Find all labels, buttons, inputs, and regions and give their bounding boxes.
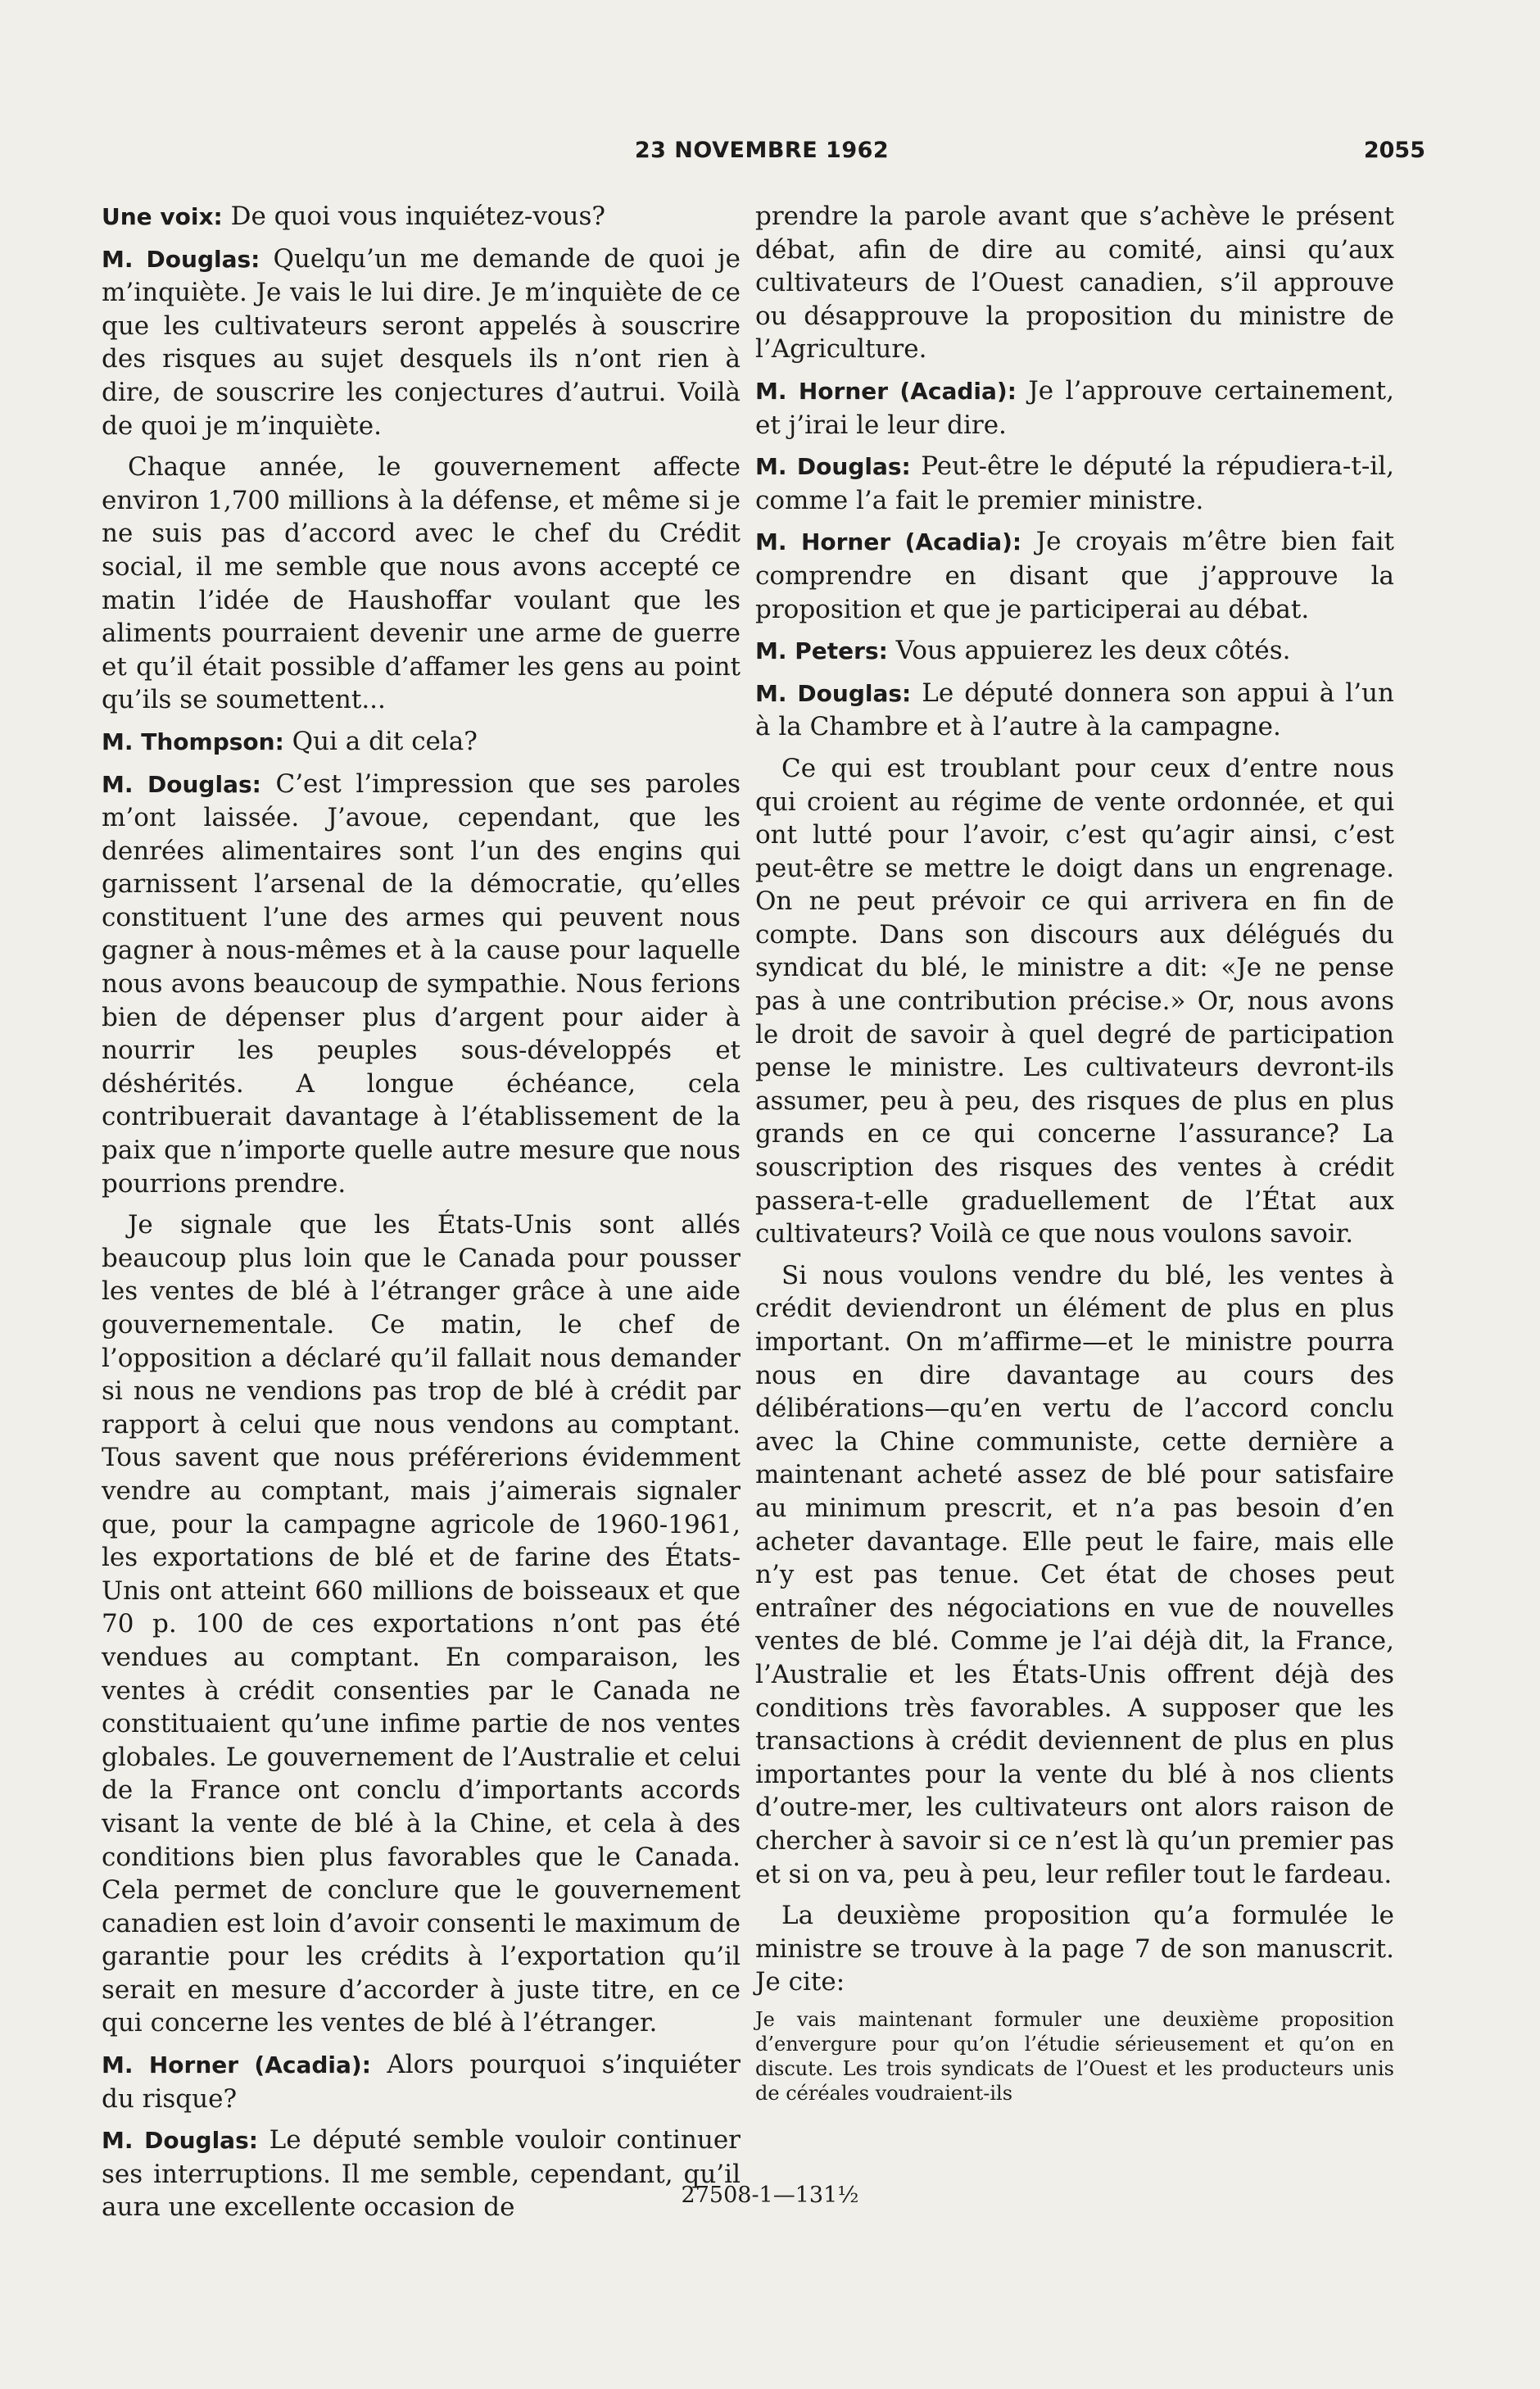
speaker-name: M. Peters:: [755, 637, 888, 665]
paragraph: [755, 634, 1394, 669]
paragraph-text: Ce qui est troublant pour ceux d’entre nous qui croient au régime de vente ordonnée, et qui ont lutté pour l’avoir, c’est qu’agir ainsi, c’est peut-être se mettre le doigt dans un engrenage. On ne peut prévoir ce qui arrivera en fin de compte. Dans son discours aux délégués du syndicat du blé, le ministre a dit: «Je ne pense pas à une contribution précise.» Or, nous avons le droit de savoir à quel degré de participation pense le ministre. Les cultivateurs devront-ils assumer, peu à peu, des risques de plus en plus grands en ce qui concerne l’assurance? La souscription des risques des ventes à crédit passera-t-elle graduellement de l’État aux cultivateurs? Voilà ce que nous voulons savoir.: [755, 753, 1394, 1249]
left-column: [102, 200, 741, 2233]
paragraph: [755, 374, 1394, 442]
paragraph-text: C’est l’impression que ses paroles m’ont laissée. J’avoue, cependant, que les denrées alimentaires sont l’un des engins qui garnissent l’arsenal de la démocratie, qu’elles constituent l’une des armes qui peuvent nous gagner à nous-mêmes et à la cause pour laquelle nous avons beaucoup de sympathie. Nous ferions bien de dépenser plus d’argent pour aider à nourrir les peuples sous-développés et déshérités. A longue échéance, cela contribuerait davantage à l’établissement de la paix que n’importe quelle autre mesure que nous pourrions prendre.: [102, 768, 741, 1199]
paragraph: [755, 677, 1394, 744]
page-header: [98, 138, 1425, 174]
paragraph-text: Le député semble vouloir continuer ses interruptions. Il me semble, cependant, qu’il aura une excellente occasion de: [102, 2125, 741, 2223]
paragraph-text: Le député donnera son appui à l’un à la Chambre et à l’autre à la campagne.: [755, 678, 1394, 742]
right-column: [755, 200, 1394, 2114]
paragraph: [755, 752, 1394, 1251]
paragraph-text: Je signale que les États-Unis sont allés beaucoup plus loin que le Canada pour pousser les ventes de blé à l’étranger grâce à une aide gouvernementale. Ce matin, le chef de l’opposition a déclaré qu’il fallait nous demander si nous ne vendions pas trop de blé à crédit par rapport à celui que nous vendons au comptant. Tous savent que nous préférerions évidemment vendre au comptant, mais j’aimerais signaler que, pour la campagne agricole de 1960-1961, les exportations de blé et de farine des États-Unis ont atteint 660 millions de boisseaux et que 70 p. 100 de ces exportations n’ont pas été vendues au comptant. En comparaison, les ventes à crédit consenties par le Canada ne constituaient qu’une infime partie de nos ventes globales. Le gouvernement de l’Australie et celui de la France ont conclu d’importants accords visant la vente de blé à la Chine, et cela à des conditions bien plus favorables que le Canada. Cela permet de conclure que le gouvernement canadien est loin d’avoir consenti le maximum de garantie pour les crédits à l’exportation qu’il serait en mesure d’accorder à juste titre, en ce qui concerne les ventes de blé à l’étranger.: [102, 1210, 741, 2038]
paragraph: [755, 525, 1394, 626]
paragraph: [102, 243, 741, 443]
paragraph-text: Si nous voulons vendre du blé, les ventes à crédit deviendront un élément de plus en plus important. On m’affirme—et le ministre pourra nous en dire davantage au cours des délibérations—qu’en vertu de l’accord conclu avec la Chine communiste, cette dernière a maintenant acheté assez de blé pour satisfaire au minimum prescrit, et n’a pas besoin d’en acheter davantage. Elle peut le faire, mais elle n’y est pas tenue. Cet état de choses peut entraîner des négociations en vue de nouvelles ventes de blé. Comme je l’ai déjà dit, la France, l’Australie et les États-Unis offrent déjà des conditions très favorables. A supposer que les transactions à crédit deviennent de plus en plus importantes pour la vente du blé à nos clients d’outre-mer, les cultivateurs ont alors raison de chercher à savoir si ce n’est là qu’un premier pas et si on va, peu à peu, leur refiler tout le fardeau.: [755, 1260, 1394, 1889]
page-number: 2055: [1363, 138, 1425, 163]
paragraph: [102, 768, 741, 1201]
header-date: 23 NOVEMBRE 1962: [634, 138, 890, 163]
paragraph: [102, 725, 741, 759]
paragraph: [755, 1259, 1394, 1891]
page-footer: 27508-1—131½: [681, 2183, 859, 2208]
paragraph: [755, 1899, 1394, 1999]
paragraph-text: De quoi vous inquiétez-vous?: [222, 202, 606, 231]
speaker-name: M. Horner (Acadia):: [102, 2051, 371, 2079]
paragraph-text: Je l’approuve certainement, et j’irai le leur dire.: [755, 375, 1394, 440]
paragraph: [102, 2124, 741, 2224]
paragraph-text: Vous appuierez les deux côtés.: [887, 636, 1291, 666]
paragraph-text: Alors pourquoi s’inquiéter du risque?: [102, 2050, 741, 2114]
paragraph: [102, 2048, 741, 2115]
paragraph-text: Je croyais m’être bien fait comprendre en disant que j’approuve la proposition et que je participerai au débat.: [755, 527, 1394, 624]
paragraph-text: Chaque année, le gouvernement affecte environ 1,700 millions à la défense, et même si je ne suis pas d’accord avec le chef du Crédit social, il me semble que nous avons accepté ce matin l’idée de Haushoffar voulant que les aliments pourraient devenir une arme de guerre et qu’il était possible d’affamer les gens au point qu’ils se soumettent...: [102, 452, 741, 715]
paragraph-text: Quelqu’un me demande de quoi je m’inquiète. Je vais le lui dire. Je m’inquiète de ce que les cultivateurs seront appelés à souscrire des risques au sujet desquels ils n’ont rien à dire, de souscrire les conjectures d’autrui. Voilà de quoi je m’inquiète.: [102, 243, 741, 441]
paragraph-text: prendre la parole avant que s’achève le présent débat, afin de dire au comité, ainsi qu’aux cultivateurs de l’Ouest canadien, s’il approuve ou désapprouve la proposition du ministre de l’Agriculture.: [755, 202, 1394, 365]
paragraph: [755, 200, 1394, 366]
speaker-name: M. Thompson:: [102, 728, 284, 755]
paragraph-text: La deuxième proposition qu’a formulée le ministre se trouve à la page 7 de son manuscrit. Je cite:: [755, 1901, 1394, 1997]
paragraph: [102, 1208, 741, 2040]
paragraph-text: Qui a dit cela?: [283, 726, 478, 756]
speaker-name: M. Douglas:: [755, 679, 912, 707]
paragraph: [102, 200, 741, 234]
paragraph: [755, 450, 1394, 517]
speaker-name: M. Horner (Acadia):: [755, 528, 1022, 556]
speaker-name: M. Douglas:: [102, 245, 260, 273]
paragraph: [102, 451, 741, 717]
speaker-name: M. Horner (Acadia):: [755, 377, 1017, 405]
speaker-name: M. Douglas:: [102, 2127, 258, 2155]
speaker-name: Une voix:: [102, 203, 223, 230]
block-quote: Je vais maintenant formuler une deuxième proposition d’envergure pour qu’on l’étudie sérieusement et qu’on en discute. Les trois syndicats de l’Ouest et les producteurs unis de céréales voudraient-ils: [755, 2007, 1394, 2105]
paragraph-text: Peut-être le député la répudiera-t-il, comme l’a fait le premier ministre.: [755, 451, 1394, 515]
speaker-name: M. Douglas:: [755, 453, 911, 481]
speaker-name: M. Douglas:: [102, 770, 261, 798]
